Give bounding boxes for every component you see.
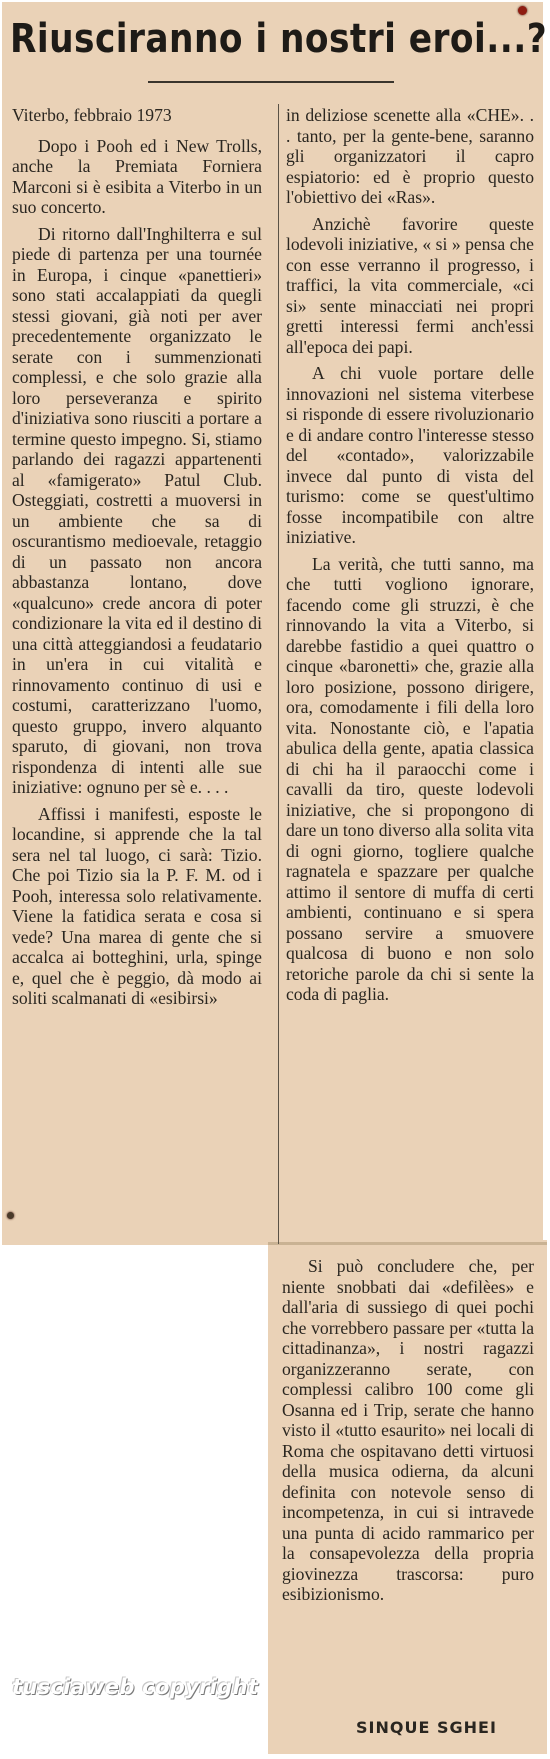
- paste-seam: [268, 1242, 547, 1245]
- right-column: [286, 105, 534, 1005]
- paragraph: Anzichè favorire queste lodevoli iniziative, « si » pensa che con esse verranno il progresso, i traffici, la vita commerciale, «ci si» sente minacciati nei propri gretti interessi fermi anch'essi all'epoca dei papi.: [286, 213, 534, 357]
- paragraph: Dopo i Pooh ed i New Trolls, anche la Premiata Forniera Marconi si è esibita a Viterbo in un suo concerto.: [12, 135, 262, 217]
- pin-icon: [518, 6, 527, 15]
- column-divider: [278, 104, 279, 1244]
- author-signature: SINQUE SGHEI: [356, 1718, 497, 1737]
- paragraph: in deliziose scenette alla «CHE». . . tanto, per la gente-bene, saranno gli organizzatori il capro espiatorio: ed è proprio questo l'obiettivo dei «Ras».: [286, 105, 534, 207]
- dateline: Viterbo, febbraio 1973: [12, 105, 172, 125]
- paragraph: La verità, che tutti sanno, ma che tutti vogliono ignorare, facendo come gli struzzi, è che rinnovando la vita a Viterbo, si darebbe fastidio a quei quattro o cinque «baronetti» che, grazie alla loro posizione, possono dirigere, ora, comodamente i fili della loro vita. Nonostante ciò, e l'apatia abulica della gente, apatia classica di chi ha il paraocchi come i cavalli da tiro, queste lodevoli iniziative, che si propongono di dare un tono diverso alla solita vita di ogni giorno, togliere qualche ragnatela e spazzare per qualche attimo il sentore di muffa di certi ambienti, continuano e si spera possano servire a smuovere qualcosa di buono e non solo retoriche parole da chi si sente la coda di paglia.: [286, 553, 534, 1004]
- paragraph: Affissi i manifesti, esposte le locandine, si apprende che la tal sera nel tal luogo, ci sarà: Tizio. Che poi Tizio sia la P. F. M. od i Pooh, interessa solo relativamente. Viene la fatidica serata e cosa si vede? Una marea di gente che si accalca ai botteghini, urla, spinge e, quel che è peggio, dà modo ai soliti scalmanati di «esibirsi»: [12, 803, 262, 1008]
- article-title: Riusciranno i nostri eroi...?: [10, 16, 548, 62]
- stain-mark-icon: [7, 1212, 14, 1219]
- paragraph: Di ritorno dall'Inghilterra e sul piede di partenza per una tournée in Europa, i cinque «panettieri» sono stati accalappiati da quegli stessi giovani, già noti per aver precedentemente organizzato le serate con i summenzionati complessi, e che solo grazie alla loro perseveranza e spirito d'iniziativa sono riusciti a portare a termine questo impegno. Si, stiamo parlando dei ragazzi appartenenti al «famigerato» Patul Club. Osteggiati, costretti a muoversi in un ambiente che sa di oscurantismo medioevale, retaggio di un passato non ancora abbastanza lontano, dove «qualcuno» crede ancora di poter condizionare la vita ed il destino di una città atteggiandosi a feudatario in un'era in cui vitalità e rinnovamento continuo di usi e costumi, caratterizzano l'uomo, questo gruppo, invero alquanto sparuto, di giovani, non trova rispondenza di intenti alle sue iniziative: ognuno per sè e. . . .: [12, 223, 262, 797]
- right-column-continuation: [282, 1256, 534, 1605]
- left-column: [12, 105, 262, 1009]
- copyright-watermark: tusciaweb copyright: [12, 1675, 259, 1699]
- title-underline: [148, 81, 394, 83]
- paragraph: Si può concludere che, per niente snobbati dai «defilèes» e dall'aria di sussiego di quei pochi che vorrebbero passare per «tutta la cittadinanza», i nostri ragazzi organizzeranno serate, con complessi calibro 100 come gli Osanna ed i Trip, serate che hanno visto il «tutto esaurito» nei locali di Roma che ospitavano detti virtuosi della musica odierna, da alcuni definita con notevole senso di incompetenza, in cui si intravede una punta di acido rammarico per la consapevolezza della propria giovinezza trascorsa: puro esibizionismo.: [282, 1256, 534, 1604]
- paragraph: A chi vuole portare delle innovazioni nel sistema viterbese si risponde di essere rivoluzionario e di andare contro l'interesse stesso del «contado», valorizzabile invece dal punto di vista del turismo: come se quest'ultimo fosse incompatibile con altre iniziative.: [286, 363, 534, 547]
